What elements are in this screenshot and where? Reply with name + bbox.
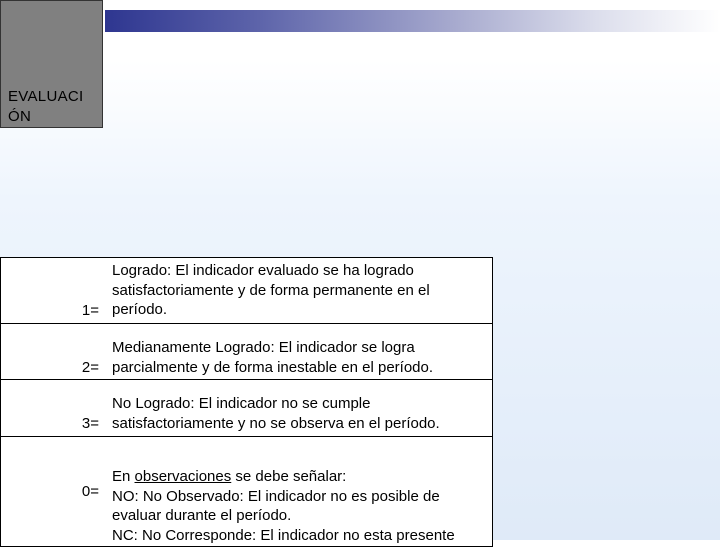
- scale-description: [112, 467, 487, 545]
- header-gradient-bar: [105, 10, 720, 32]
- scale-description: No Logrado: El indicador no se cumple satisfactoriamente y no se observa en el período.: [112, 395, 440, 432]
- section-title-line-2: ÓN: [8, 108, 32, 125]
- scale-description: Medianamente Logrado: El indicador se logra parcialmente y de forma inestable en el período.: [112, 339, 434, 376]
- table-row: [1, 380, 492, 437]
- section-title: [8, 87, 98, 127]
- scale-number: 0=: [81, 483, 99, 500]
- scale-note-nc: NC: No Corresponde: El indicador no esta presente: [112, 526, 455, 544]
- section-title-line-1: EVALUACI: [8, 88, 84, 105]
- scale-description: Logrado: El indicador evaluado se ha logrado satisfactoriamente y de forma permanente en el período.: [112, 262, 430, 318]
- scale-note-no: NO: No Observado: El indicador no es posible de evaluar durante el período.: [112, 487, 440, 524]
- scale-note-prefix: En: [112, 468, 135, 485]
- section-title-box: [0, 0, 103, 128]
- table-row: [1, 437, 492, 547]
- scale-number: 1=: [81, 302, 99, 319]
- scale-note-suffix: se debe señalar:: [231, 468, 347, 485]
- observaciones-link[interactable]: observaciones: [134, 468, 232, 485]
- table-row: [1, 324, 492, 380]
- table-row: [1, 258, 492, 324]
- evaluation-scale-table: [0, 257, 493, 547]
- scale-number: 3=: [81, 415, 99, 432]
- scale-number: 2=: [81, 359, 99, 376]
